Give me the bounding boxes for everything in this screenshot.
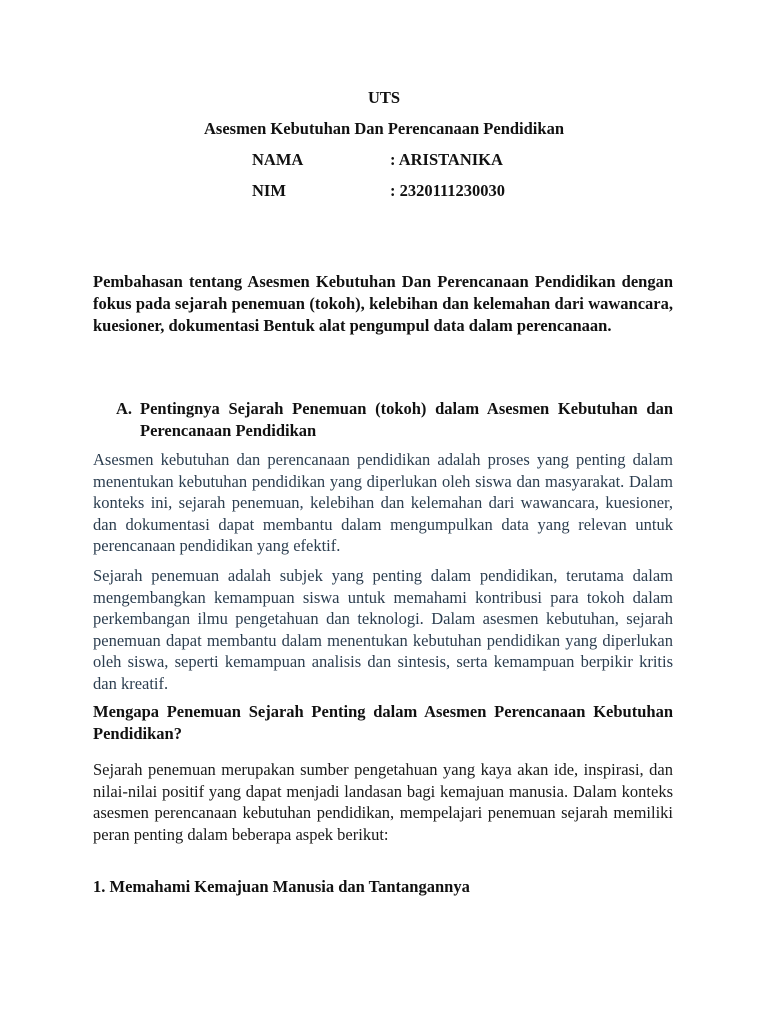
document-subtitle: Asesmen Kebutuhan Dan Perencanaan Pendidikan — [203, 119, 564, 138]
section-a-marker: A. — [116, 399, 133, 418]
section-a-heading — [116, 398, 673, 442]
nama-label: NAMA — [252, 150, 304, 169]
nama-value: : ARISTANIKA — [390, 150, 503, 169]
document-title: UTS — [367, 88, 401, 107]
nim-row — [252, 181, 505, 201]
section-q-heading: Mengapa Penemuan Sejarah Penting dalam Asesmen Perencanaan Kebutuhan Pendidikan? — [93, 702, 673, 743]
section-q-paragraph: Sejarah penemuan merupakan sumber pengetahuan yang kaya akan ide, inspirasi, dan nilai-nilai positif yang dapat menjadi landasan bagi kemajuan manusia. Dalam konteks asesmen perencanaan kebutuhan pendidikan, mempelajari penemuan sejarah memiliki peran penting dalam beberapa aspek berikut: — [93, 760, 673, 844]
section-a-heading-text: Pentingnya Sejarah Penemuan (tokoh) dalam Asesmen Kebutuhan dan Perencanaan Pendidikan — [140, 399, 673, 440]
section-a-paragraph-2: Sejarah penemuan adalah subjek yang penting dalam pendidikan, terutama dalam mengembangkan kemampuan siswa untuk memahami kontribusi para tokoh dalam perkembangan ilmu pengetahuan dan teknologi. Dalam asesmen kebutuhan, sejarah penemuan dapat membantu dalam menentukan kebutuhan pendidikan yang diperlukan oleh siswa, seperti kemampuan analisis dan sintesis, serta kemampuan berpikir kritis dan kreatif. — [93, 566, 673, 693]
subheading-1: 1. Memahami Kemajuan Manusia dan Tantangannya — [93, 877, 470, 896]
nama-row — [252, 150, 503, 170]
nim-label: NIM — [252, 181, 286, 200]
intro-paragraph: Pembahasan tentang Asesmen Kebutuhan Dan Perencanaan Pendidikan dengan fokus pada sejarah penemuan (tokoh), kelebihan dan kelemahan dari wawancara, kuesioner, dokumentasi Bentuk alat pengumpul data dalam perencanaan. — [93, 272, 673, 335]
section-a-paragraph-1: Asesmen kebutuhan dan perencanaan pendidikan adalah proses yang penting dalam menentukan kebutuhan pendidikan yang diperlukan oleh siswa dan masyarakat. Dalam konteks ini, sejarah penemuan, kelebihan dan kelemahan dari wawancara, kuesioner, dan dokumentasi dapat membantu dalam mengumpulkan data yang relevan untuk perencanaan pendidikan yang efektif. — [93, 450, 673, 556]
nim-value: : 2320111230030 — [390, 181, 506, 200]
